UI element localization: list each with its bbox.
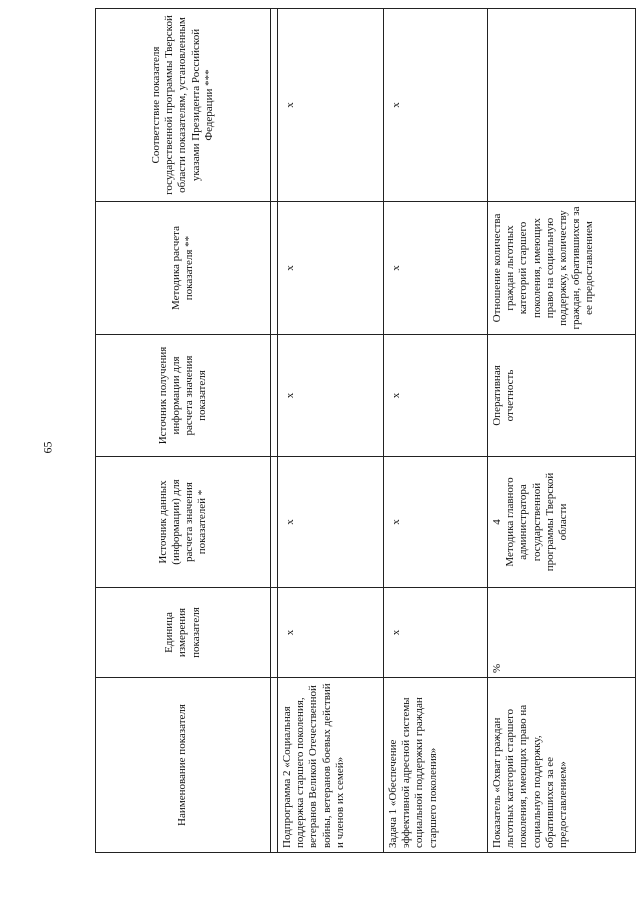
subprogram-name: Подпрограмма 2 «Социальная поддержка старшего поколения, ветеранов Великой Отечественной войны, ветеранов боевых действий и членов их семей» (278, 678, 384, 853)
task-data-source: х (384, 457, 488, 588)
spacer-cell (271, 335, 278, 457)
spacer-cell (271, 9, 278, 202)
table-header-row (96, 9, 271, 853)
task-name: Задача 1 «Обеспечение эффективной адресной системы социальной поддержки граждан старшего поколения» (384, 678, 488, 853)
subprogram-data-source: х (278, 457, 384, 588)
spacer-cell (271, 457, 278, 588)
indicator-method: Отношение количества граждан льготных категорий старшего поколения, имеющих право на социальную поддержку, к количеству граждан, обратившихся за ее предоставлением (488, 202, 636, 335)
table-row-task (384, 9, 488, 853)
table-row-subprogram (278, 9, 384, 853)
header-indicator-name: Наименование показателя (96, 678, 271, 853)
subprogram-method: х (278, 202, 384, 335)
page-number: 65 (40, 441, 55, 454)
spacer-cell (271, 588, 278, 678)
table-row-indicator (488, 9, 636, 853)
indicator-unit: % (488, 588, 636, 678)
header-info-source: Источник получения информации для расчета значения показателя (96, 335, 271, 457)
spacer-cell (271, 678, 278, 853)
indicator-data-source (488, 457, 636, 588)
header-data-source: Источник данных (информации) для расчета значения показателей * (96, 457, 271, 588)
table-spacer-row (271, 9, 278, 853)
rotated-table-container (95, 15, 635, 853)
header-unit: Единица измерения показателя (96, 588, 271, 678)
subprogram-unit: х (278, 588, 384, 678)
task-compliance: х (384, 9, 488, 202)
indicator-compliance (488, 9, 636, 202)
subprogram-compliance: х (278, 9, 384, 202)
indicator-data-source-number: 4 (491, 519, 503, 525)
header-calculation-method: Методика расчета показателя ** (96, 202, 271, 335)
indicator-data-source-text: Методика главного администратора государственной программы Тверской области (504, 472, 569, 572)
header-compliance: Соответствие показателя государственной программы Тверской области показателям, установленным указами Президента Российской Федерации *** (96, 9, 271, 202)
indicators-table (95, 8, 636, 853)
task-method: х (384, 202, 488, 335)
spacer-cell (271, 202, 278, 335)
indicator-info-source: Оперативная отчетность (488, 335, 636, 457)
indicator-name: Показатель «Охват граждан льготных категорий старшего поколения, имеющих право на социальную поддержку, обратившихся за ее предоставлением» (488, 678, 636, 853)
subprogram-info-source: х (278, 335, 384, 457)
task-unit: х (384, 588, 488, 678)
task-info-source: х (384, 335, 488, 457)
